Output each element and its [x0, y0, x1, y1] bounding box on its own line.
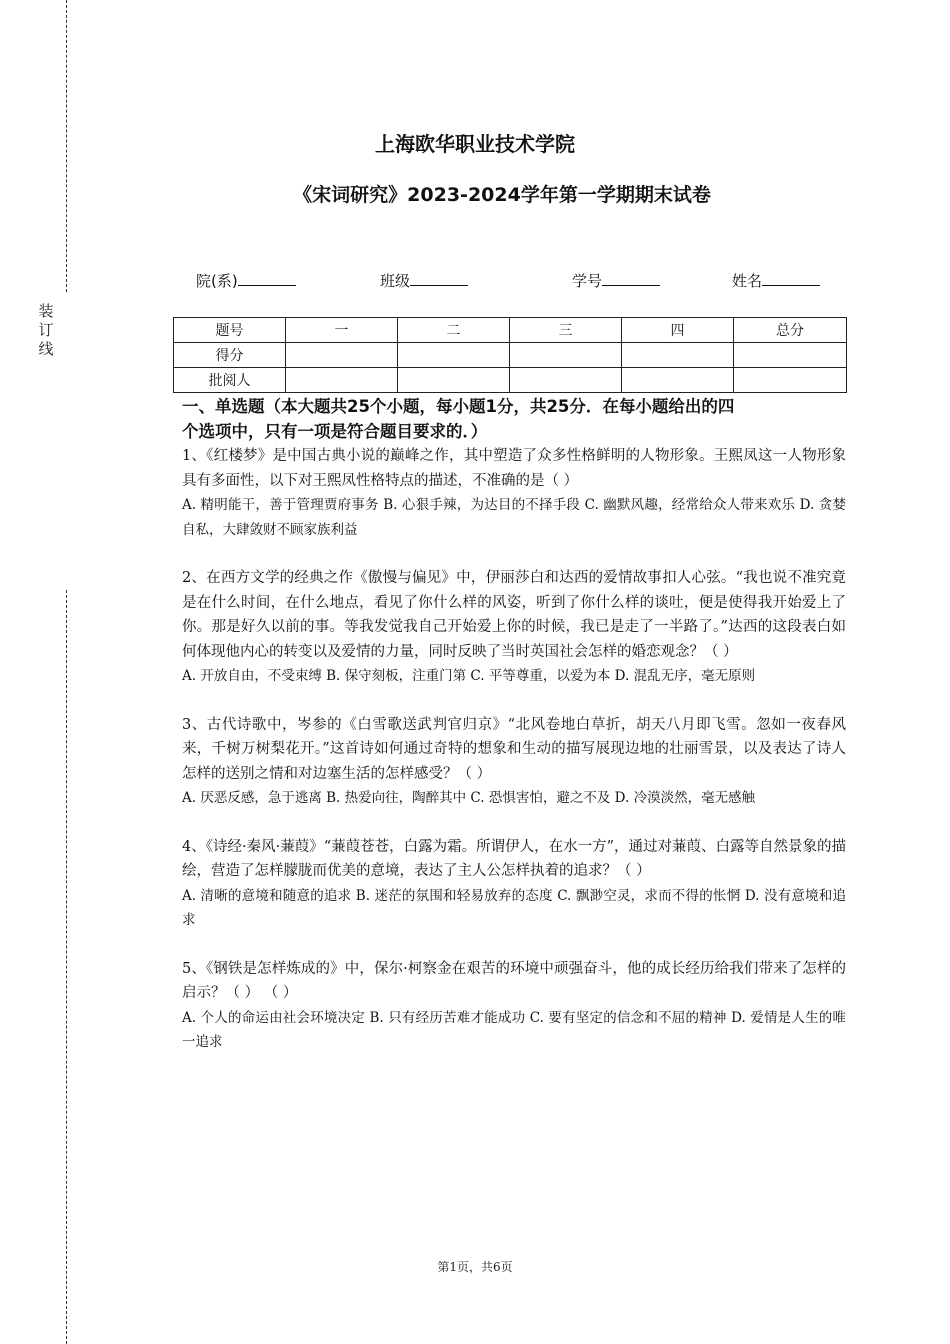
- question-block: [182, 444, 846, 542]
- question-options: A. 精明能干，善于管理贾府事务 B. 心狠手辣，为达目的不择手段 C. 幽默风趣，经常给众人带来欢乐 D. 贪婪自私，大肆敛财不顾家族利益: [182, 497, 846, 538]
- score-table-column-header: 二: [398, 318, 510, 343]
- score-table-header-row: [174, 318, 847, 343]
- score-table: [173, 317, 847, 393]
- info-field-class[interactable]: [380, 270, 468, 291]
- info-field-name[interactable]: [732, 270, 820, 291]
- question-block: [182, 566, 846, 689]
- info-field-blank[interactable]: [238, 271, 296, 286]
- question-options: A. 开放自由，不受束缚 B. 保守刻板，注重门第 C. 平等尊重，以爱为本 D. 混乱无序，毫无原则: [182, 668, 756, 684]
- score-table-row-header: 题号: [174, 318, 286, 343]
- question-text: 4、《诗经·秦风·蒹葭》“蒹葭苍苍，白露为霜。所谓伊人，在水一方”，通过对蒹葭、白露等自然景象的描绘，营造了怎样朦胧而优美的意境，表达了主人公怎样执着的追求？（ ）: [182, 838, 847, 879]
- reviewer-cell[interactable]: [398, 368, 510, 393]
- score-table-column-header: 总分: [734, 318, 847, 343]
- info-field-label: 班级: [380, 272, 411, 290]
- exam-content: [182, 394, 846, 1079]
- info-field-blank[interactable]: [410, 271, 468, 286]
- reviewer-cell[interactable]: [286, 368, 398, 393]
- question-block: [182, 713, 846, 811]
- score-cell[interactable]: [622, 343, 734, 368]
- score-table-column-header: 三: [510, 318, 622, 343]
- exam-title: 《宋词研究》2023-2024学年第一学期期末试卷: [293, 184, 711, 206]
- reviewer-cell[interactable]: [734, 368, 847, 393]
- info-field-blank[interactable]: [762, 271, 820, 286]
- score-table-row-header: 批阅人: [174, 368, 286, 393]
- section-heading: 一、单选题（本大题共25个小题，每小题1分，共25分．在每小题给出的四: [182, 397, 735, 416]
- question-options: A. 清晰的意境和随意的追求 B. 迷茫的氛围和轻易放弃的态度 C. 飘渺空灵，求而不得的怅惘 D. 没有意境和追求: [182, 887, 846, 928]
- reviewer-cell[interactable]: [622, 368, 734, 393]
- score-cell[interactable]: [734, 343, 847, 368]
- score-table-column-header: 四: [622, 318, 734, 343]
- score-cell[interactable]: [510, 343, 622, 368]
- page-number: 第1页，共6页: [437, 1260, 513, 1274]
- score-cell[interactable]: [286, 343, 398, 368]
- score-table-row-reviewer: [174, 368, 847, 393]
- binding-label: 装订线: [38, 302, 54, 358]
- info-field-label: 院(系): [196, 272, 238, 290]
- info-field-label: 学号: [572, 272, 603, 290]
- school-name: 上海欧华职业技术学院: [375, 132, 575, 156]
- question-text: 2、在西方文学的经典之作《傲慢与偏见》中，伊丽莎白和达西的爱情故事扣人心弦。“我也说不准究竟是在什么时间，在什么地点，看见了你什么样的风姿，听到了你什么样的谈吐，便是使得我开始爱上了你。那是好久以前的事。等我发觉我自己开始爱上你的时候，我已是走了一半路了。”达西的这段表白如何体现他内心的转变以及爱情的力量，同时反映了当时英国社会怎样的婚恋观念？（ ）: [182, 570, 846, 660]
- question-options: A. 个人的命运由社会环境决定 B. 只有经历苦难才能成功 C. 要有坚定的信念和不屈的精神 D. 爱情是人生的唯一追求: [182, 1009, 846, 1050]
- reviewer-cell[interactable]: [510, 368, 622, 393]
- question-block: [182, 835, 846, 933]
- info-field-label: 姓名: [732, 272, 763, 290]
- info-field-blank[interactable]: [602, 271, 660, 286]
- section-heading: 个选项中，只有一项是符合题目要求的．）: [182, 422, 488, 441]
- binding-dashed-line-bottom: [66, 590, 67, 1344]
- score-table-row-header: 得分: [174, 343, 286, 368]
- question-text: 1、《红楼梦》是中国古典小说的巅峰之作，其中塑造了众多性格鲜明的人物形象。王熙凤这一人物形象具有多面性，以下对王熙凤性格特点的描述，不准确的是（ ）: [182, 448, 846, 489]
- info-field-student-id[interactable]: [572, 270, 660, 291]
- question-text: 3、古代诗歌中，岑参的《白雪歌送武判官归京》“北风卷地白草折，胡天八月即飞雪。忽如一夜春风来，千树万树梨花开。”这首诗如何通过奇特的想象和生动的描写展现边地的壮丽雪景，以及表达了诗人怎样的送别之情和对边塞生活的怎样感受？（ ）: [182, 716, 846, 782]
- info-field-department[interactable]: [196, 270, 296, 291]
- score-cell[interactable]: [398, 343, 510, 368]
- score-table-column-header: 一: [286, 318, 398, 343]
- question-block: [182, 957, 846, 1055]
- score-table-row-score: [174, 343, 847, 368]
- question-options: A. 厌恶反感，急于逃离 B. 热爱向往，陶醉其中 C. 恐惧害怕，避之不及 D. 冷漠淡然，毫无感触: [182, 790, 756, 806]
- question-text: 5、《钢铁是怎样炼成的》中，保尔·柯察金在艰苦的环境中顽强奋斗，他的成长经历给我们带来了怎样的启示？（ ） （ ）: [182, 960, 846, 1001]
